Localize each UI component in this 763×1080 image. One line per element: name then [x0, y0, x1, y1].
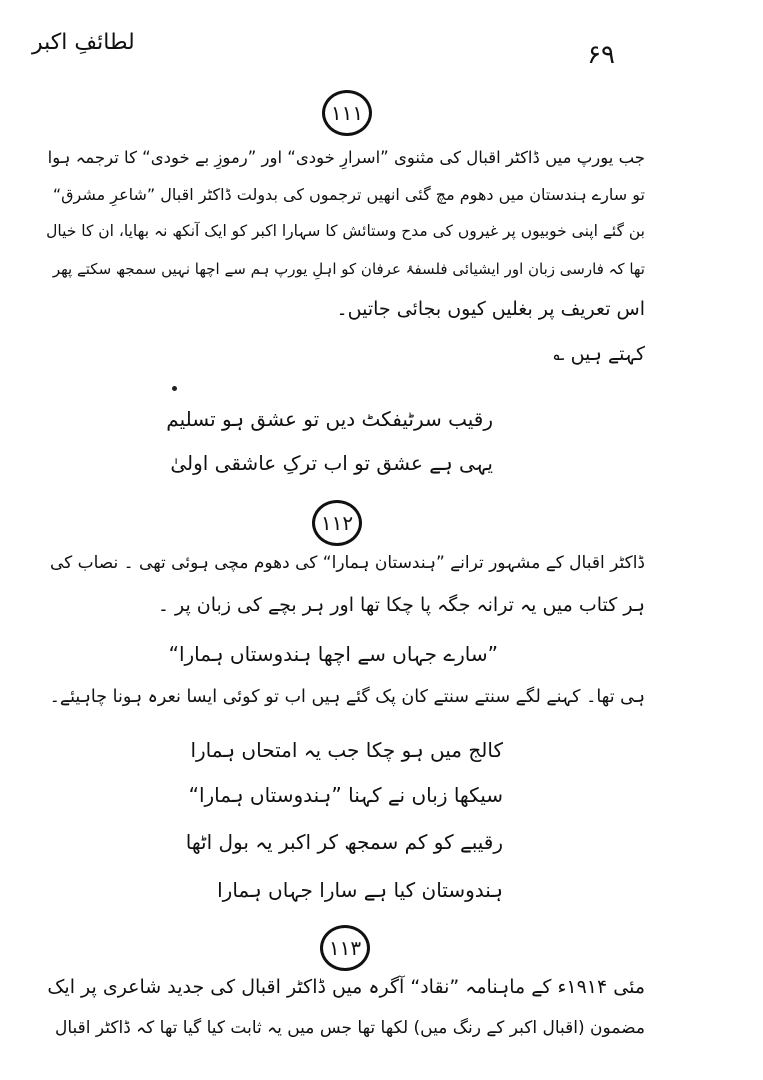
verse-line: ہندوستان کیا ہے سارا جہاں ہمارا: [217, 878, 503, 902]
paragraph-line: ڈاکٹر اقبال کے مشہور ترانے ”ہندستان ہمارا“ کی دھوم مچی ہوئی تھی ۔ نصاب کی: [49, 553, 645, 573]
paragraph-line: تھا کہ فارسی زبان اور ایشیائی فلسفۂ عرفان کو اہلِ یورپ ہم سے اچھا نہیں سمجھ سکتے پھر: [52, 260, 645, 278]
verse-line: سیکھا زباں نے کہنا ”ہندوستاں ہمارا“: [188, 783, 503, 807]
running-header-title: لطائفِ اکبر: [32, 30, 135, 55]
verse-line: یہی ہے عشق تو اب ترکِ عاشقی اولیٰ: [170, 451, 493, 475]
quoted-verse: ”سارے جہاں سے اچھا ہندوستاں ہمارا“: [168, 642, 498, 666]
paragraph-line: اس تعریف پر بغلیں کیوں بجائی جاتیں۔: [336, 298, 645, 320]
verse-line: رقیب سرٹیفکٹ دیں تو عشق ہو تسلیم: [166, 407, 493, 431]
section-number-badge: ۱۱۱: [322, 90, 372, 136]
paragraph-line: مضمون (اقبال اکبر کے رنگ میں) لکھا تھا جس میں یہ ثابت کیا گیا تھا کہ ڈاکٹر اقبال: [54, 1018, 645, 1038]
paragraph-line: ہر کتاب میں یہ ترانہ جگہ پا چکا تھا اور ہر بچے کی زبان پر ۔: [157, 594, 645, 616]
ink-dot: [172, 386, 177, 391]
verse-intro: کہتے ہیں ؎: [553, 343, 645, 365]
verse-line: کالج میں ہو چکا جب یہ امتحاں ہمارا: [190, 738, 503, 762]
paragraph-line: بن گئے اپنی خوبیوں پر غیروں کی مدح وستائش کا سہارا اکبر کو ایک آنکھ نہ بھایا، ان کا خیال: [46, 222, 645, 240]
paragraph-line: مئی ۱۹۱۴ء کے ماہنامہ ”نقاد“ آگرہ میں ڈاکٹر اقبال کی جدید شاعری پر ایک: [47, 976, 645, 998]
verse-line: رقیبے کو کم سمجھ کر اکبر یہ بول اٹھا: [185, 830, 503, 854]
paragraph-line: جب یورپ میں ڈاکٹر اقبال کی مثنوی ”اسرارِ خودی“ اور ”رموزِ بے خودی“ کا ترجمہ ہوا: [47, 148, 645, 167]
section-number-badge: ۱۱۳: [320, 925, 370, 971]
page-number: ۶۹: [587, 40, 615, 70]
paragraph-line: تو سارے ہندستان میں دھوم مچ گئی انھیں ترجموں کی بدولت ڈاکٹر اقبال ”شاعرِ مشرق“: [52, 185, 645, 204]
paragraph-line: ہی تھا۔ کہنے لگے سنتے سنتے کان پک گئے ہیں اب تو کوئی ایسا نعرہ ہونا چاہیئے۔: [49, 687, 645, 707]
section-number-badge: ۱۱۲: [312, 500, 362, 546]
